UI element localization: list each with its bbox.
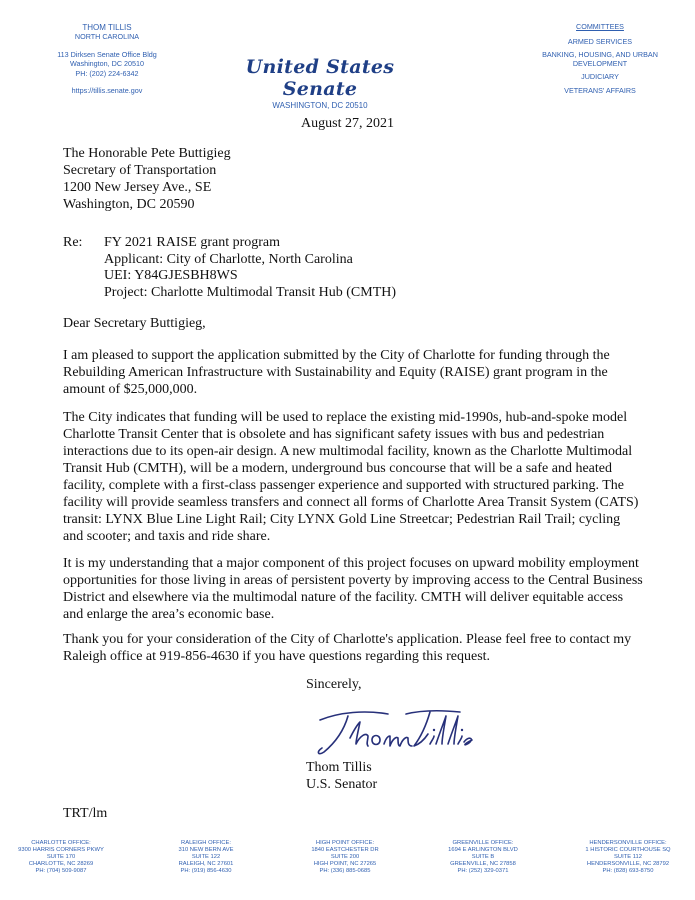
office-phone: PH: (336) 885-0685	[319, 867, 371, 874]
office-street: 310 NEW BERN AVE	[178, 846, 234, 853]
committees-block	[525, 23, 675, 101]
recipient-line: 1200 New Jersey Ave., SE	[63, 180, 212, 195]
committee-item: JUDICIARY	[581, 72, 619, 82]
recipient-address	[63, 145, 231, 213]
office-name: HENDERSONVILLE OFFICE:	[589, 840, 667, 846]
recipient-line: The Honorable Pete Buttigieg	[63, 146, 231, 161]
senate-title: United States Senate	[245, 56, 395, 100]
office-suite: SUITE 122	[191, 853, 221, 860]
spacer	[22, 42, 192, 50]
closing: Sincerely,	[306, 677, 362, 692]
subject-line: Project: Charlotte Multimodal Transit Hub (CMTH)	[104, 285, 397, 301]
office-street: 1 HISTORIC COURTHOUSE SQ	[585, 846, 671, 853]
office-suite: SUITE B	[471, 853, 495, 860]
office-phone: PH: (252) 329-0371	[457, 867, 509, 874]
office-street: 1840 EASTCHESTER DR	[311, 846, 379, 853]
office-block	[567, 840, 689, 875]
office-name: CHARLOTTE OFFICE:	[31, 840, 91, 846]
office-city: HENDERSONVILLE, NC 28792	[586, 860, 670, 867]
office-phone: PH: (704) 509-9087	[35, 867, 87, 874]
office-city: GREENVILLE, NC 27858	[450, 860, 516, 867]
body-paragraph: I am pleased to support the application submitted by the City of Charlotte for funding through the Rebuilding American Infrastructure with Sustainability and Equity (RAISE) grant program in the amount of $25,000,000.	[63, 348, 610, 397]
signer-name: Thom Tillis	[306, 760, 372, 775]
letterhead-senator-block	[22, 23, 192, 95]
senator-website: https://tillis.senate.gov	[71, 86, 143, 96]
office-phone: PH: (828) 693-8750	[602, 867, 654, 874]
subject-line: FY 2021 RAISE grant program	[104, 235, 281, 250]
committee-item: VETERANS' AFFAIRS	[564, 85, 636, 95]
salutation: Dear Secretary Buttigieg,	[63, 316, 206, 331]
subject-line: UEI: Y84GJESBH8WS	[104, 268, 238, 284]
body-paragraph: The City indicates that funding will be used to replace the existing mid-1990s, hub-and-spoke model Charlotte Transit Center that is obsolete and has significant safety issues with bus and pedestrian interactions due to its open-air design. A new multimodal facility, known as the Charlotte Multimodal Transit Hub (CMTH), will be a modern, underground bus concourse that will be a safe and heated facility, complete with a first-class passenger experience and supported with structured parking. The facility will provide seamless transfers and connect all forms of Charlotte Area Transit System (CATS) transit: LYNX Blue Line Light Rail; City LYNX Gold Line Streetcar; Pedestrian Rail Trail; cycling and scooter; and taxis and ride share.	[63, 410, 639, 544]
signer-title: U.S. Senator	[306, 776, 378, 792]
subject-line: Applicant: City of Charlotte, North Carolina	[104, 251, 353, 267]
subject-lines	[104, 235, 396, 302]
office-name: GREENVILLE OFFICE:	[452, 840, 514, 846]
recipient-line: Secretary of Transportation	[63, 163, 217, 178]
office-city: RALEIGH, NC 27601	[178, 860, 234, 867]
committee-item: BANKING, HOUSING, AND URBAN DEVELOPMENT	[542, 50, 658, 68]
handwritten-signature	[310, 700, 480, 762]
office-city: HIGH POINT, NC 27265	[313, 860, 377, 867]
office-street: 9300 HARRIS CORNERS PKWY	[18, 846, 104, 853]
office-suite: SUITE 170	[46, 853, 76, 860]
office-city: CHARLOTTE, NC 28269	[28, 860, 94, 867]
office-block	[6, 840, 116, 875]
dc-office-line1: 113 Dirksen Senate Office Bldg	[57, 49, 157, 59]
office-suite: SUITE 200	[330, 853, 360, 860]
committee-item: ARMED SERVICES	[567, 36, 633, 46]
senate-masthead	[220, 56, 420, 110]
body-paragraph: It is my understanding that a major component of this project focuses on upward mobility employment opportunities for those living in areas of persistent poverty by improving access to the Central Business District and elsewhere via the multimodal nature of the facility. CMTH will deliver equitable access and enlarge the area’s economic base.	[63, 556, 643, 622]
footer-offices	[0, 840, 695, 885]
body-paragraph: Thank you for your consideration of the City of Charlotte's application. Please feel free to contact my Raleigh office at 919-856-4630 if you have questions regarding this request.	[63, 632, 632, 664]
office-suite: SUITE 112	[614, 853, 642, 860]
spacer	[22, 78, 192, 86]
office-name: RALEIGH OFFICE:	[181, 840, 231, 846]
office-block	[428, 840, 538, 875]
office-name: HIGH POINT OFFICE:	[315, 840, 375, 846]
typist-initials: TRT/lm	[63, 806, 108, 821]
dc-office-phone: PH: (202) 224-6342	[75, 68, 139, 78]
dc-office-line2: Washington, DC 20510	[69, 59, 145, 69]
senator-state: NORTH CAROLINA	[74, 32, 140, 42]
letter-date: August 27, 2021	[301, 116, 394, 131]
office-street: 1694 E ARLINGTON BLVD	[448, 846, 518, 853]
office-block	[151, 840, 261, 875]
recipient-line: Washington, DC 20590	[63, 197, 195, 212]
signature-block	[306, 760, 377, 793]
committees-title: COMMITTEES	[576, 22, 624, 31]
office-block	[290, 840, 400, 875]
senator-name: THOM TILLIS	[82, 23, 132, 32]
subject-label: Re:	[63, 235, 83, 250]
office-phone: PH: (919) 856-4630	[180, 867, 232, 874]
senate-location: WASHINGTON, DC 20510	[272, 101, 368, 110]
